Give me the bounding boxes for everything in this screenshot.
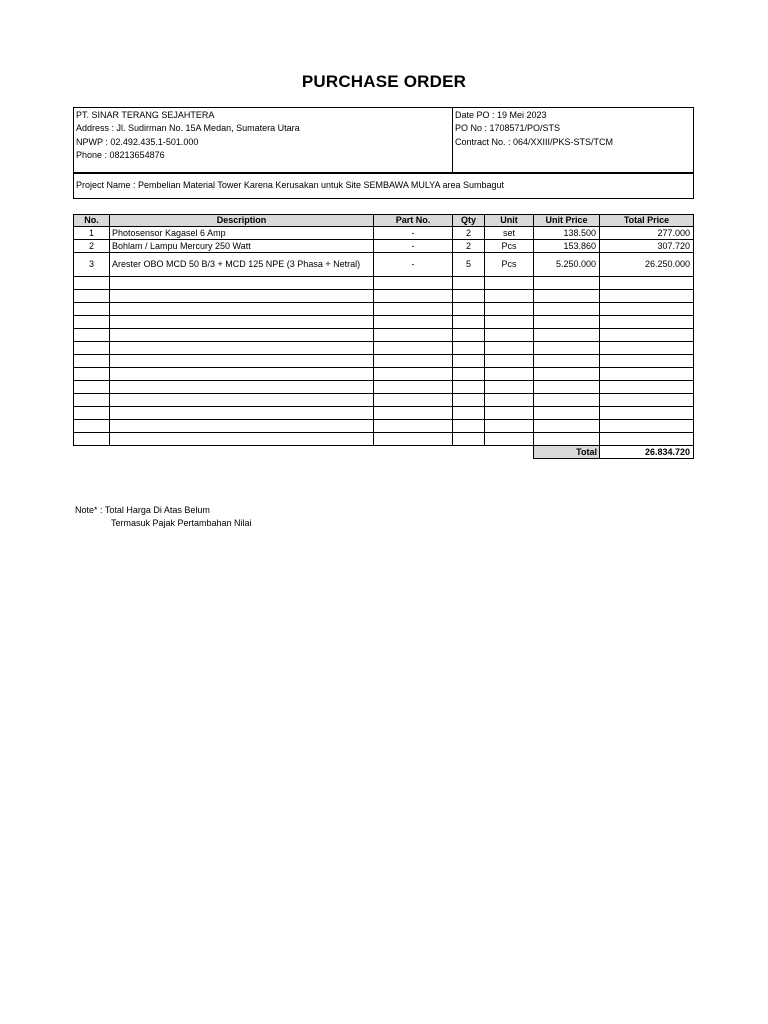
header-description: Description — [110, 215, 374, 227]
empty-row — [74, 368, 694, 381]
empty-row — [74, 290, 694, 303]
project-box — [73, 173, 694, 199]
empty-row — [74, 303, 694, 316]
items-table — [73, 214, 694, 459]
contract-number: Contract No. : 064/XXIII/PKS-STS/TCM — [455, 136, 614, 147]
row-total-price: 277.000 — [600, 227, 694, 240]
total-row — [74, 446, 694, 459]
order-info — [455, 109, 613, 149]
header-qty: Qty — [453, 215, 485, 227]
row-no: 1 — [74, 227, 110, 240]
header-total-price: Total Price — [600, 215, 694, 227]
header-part-no: Part No. — [374, 215, 453, 227]
empty-row — [74, 355, 694, 368]
total-value: 26.834.720 — [600, 446, 694, 459]
row-total-price: 307.720 — [600, 240, 694, 253]
vendor-name: PT. SINAR TERANG SEJAHTERA — [76, 110, 215, 120]
total-label: Total — [534, 446, 600, 459]
row-no: 3 — [74, 253, 110, 277]
row-total-price: 26.250.000 — [600, 253, 694, 277]
header-info-box — [73, 107, 694, 173]
vendor-npwp: NPWP : 02.492.435.1-501.000 — [76, 136, 199, 147]
table-row — [74, 240, 694, 253]
row-description: Bohlam / Lampu Mercury 250 Watt — [110, 240, 374, 253]
empty-row — [74, 329, 694, 342]
row-unit: Pcs — [485, 253, 534, 277]
po-date: Date PO : 19 Mei 2023 — [455, 110, 547, 120]
empty-row — [74, 407, 694, 420]
empty-row — [74, 420, 694, 433]
header-unit-price: Unit Price — [534, 215, 600, 227]
vendor-address: Address : Jl. Sudirman No. 15A Medan, Sumatera Utara — [76, 123, 300, 134]
document-title: PURCHASE ORDER — [301, 72, 467, 91]
vendor-phone: Phone : 08213654876 — [76, 149, 165, 160]
table-header-row — [74, 215, 694, 227]
empty-row — [74, 394, 694, 407]
row-part-no: - — [374, 240, 453, 253]
note-line-2: Termasuk Pajak Pertambahan Nilai — [111, 518, 252, 528]
po-number: PO No : 1708571/PO/STS — [455, 123, 561, 134]
table-row — [74, 253, 694, 277]
row-unit-price: 138.500 — [534, 227, 600, 240]
row-description: Photosensor Kagasel 6 Amp — [110, 227, 374, 240]
header-unit: Unit — [485, 215, 534, 227]
row-unit: Pcs — [485, 240, 534, 253]
row-unit-price: 153.860 — [534, 240, 600, 253]
header-divider — [452, 108, 453, 172]
row-unit-price: 5.250.000 — [534, 253, 600, 277]
row-qty: 5 — [453, 253, 485, 277]
empty-row — [74, 342, 694, 355]
row-unit: set — [485, 227, 534, 240]
empty-row — [74, 433, 694, 446]
empty-row — [74, 381, 694, 394]
row-no: 2 — [74, 240, 110, 253]
note-line-1: Note* : Total Harga Di Atas Belum — [75, 505, 210, 515]
row-qty: 2 — [453, 240, 485, 253]
row-part-no: - — [374, 253, 453, 277]
table-row — [74, 227, 694, 240]
note — [75, 504, 252, 530]
row-description: Arester OBO MCD 50 B/3 + MCD 125 NPE (3 Phasa + Netral) — [110, 253, 374, 277]
project-name: Project Name : Pembelian Material Tower Karena Kerusakan untuk Site SEMBAWA MULYA area Sumbagut — [76, 180, 505, 190]
vendor-info — [76, 109, 300, 162]
header-no: No. — [74, 215, 110, 227]
row-qty: 2 — [453, 227, 485, 240]
empty-row — [74, 316, 694, 329]
row-part-no: - — [374, 227, 453, 240]
empty-row — [74, 277, 694, 290]
